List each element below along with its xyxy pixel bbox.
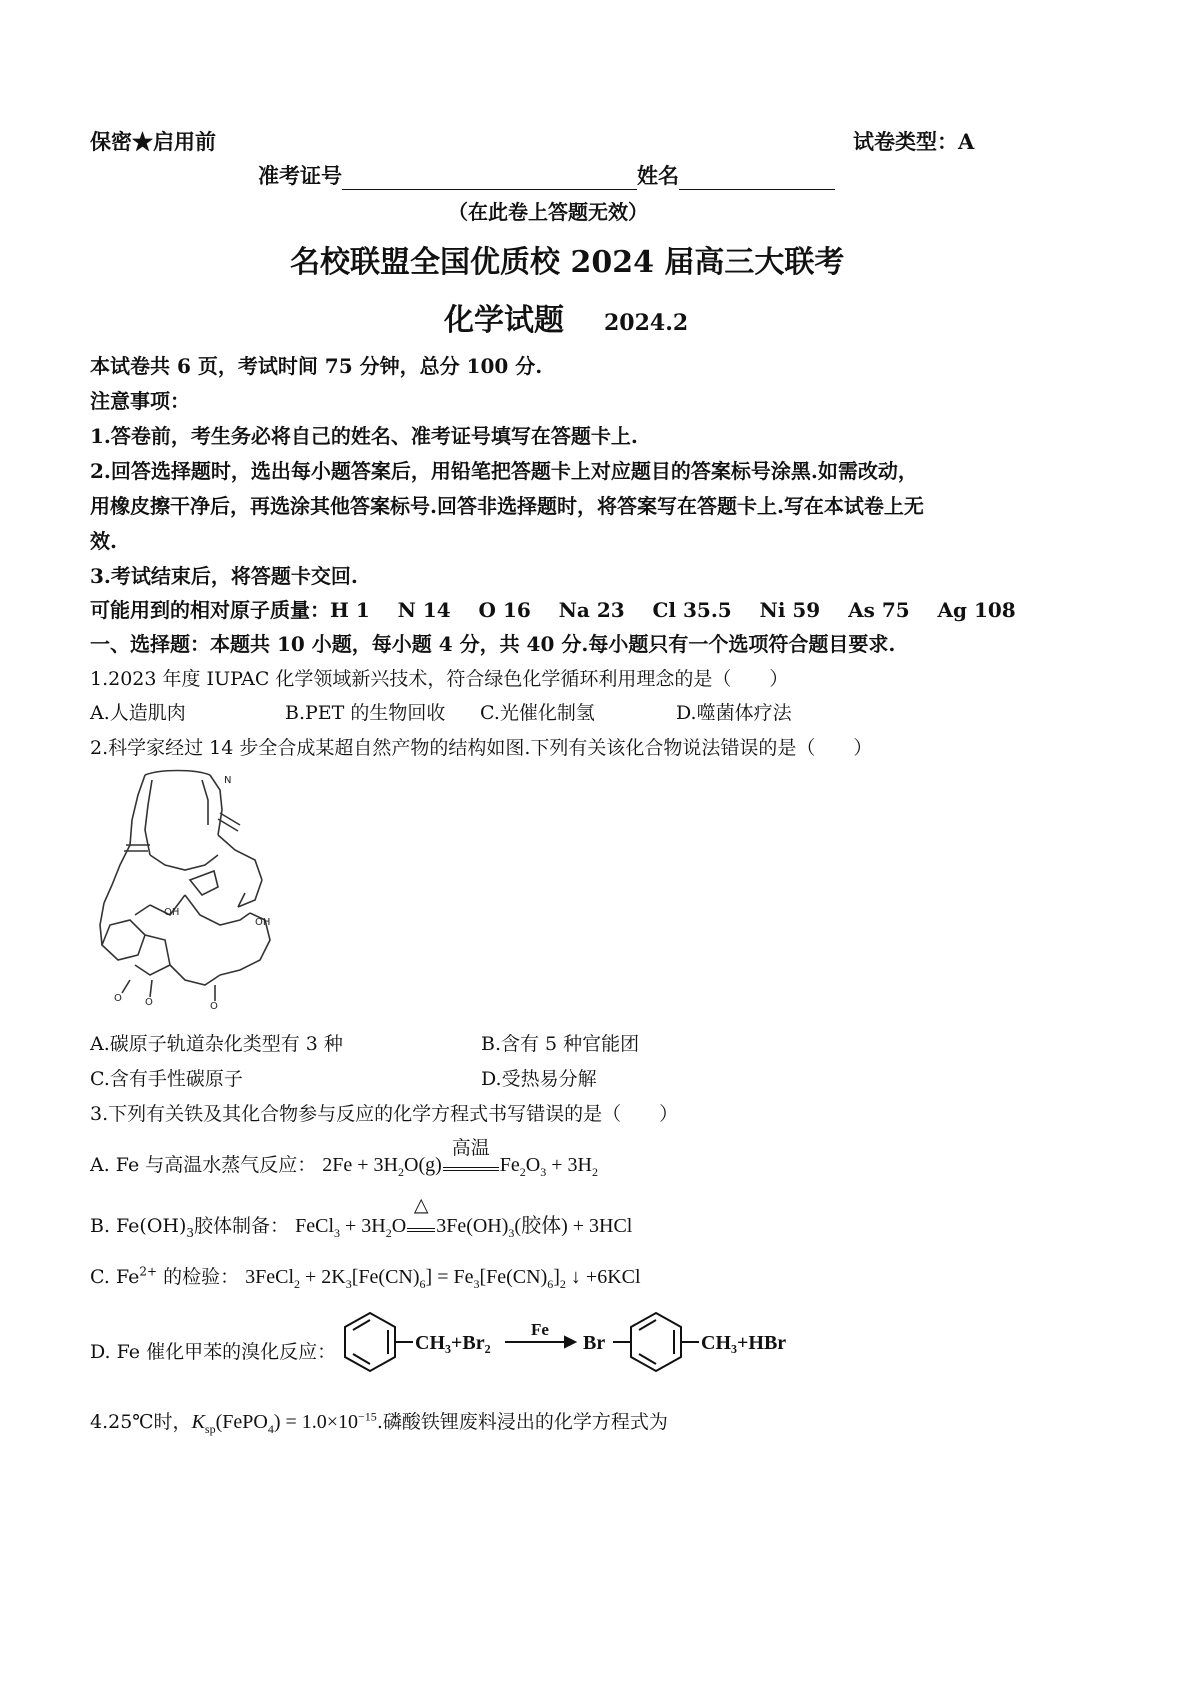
invalid-note: （在此卷上答题无效） — [448, 200, 648, 224]
exam-number-blank[interactable] — [342, 169, 637, 190]
q2-option-c[interactable]: C.含有手性碳原子 — [90, 1068, 243, 1090]
subject-title: 化学试题 — [444, 303, 564, 338]
name-blank[interactable] — [679, 169, 835, 190]
q3-option-b-equation: FeCl$_3$ + $3H_2O$ △ $3Fe(OH)_3$(胶体) + 3HCl — [295, 1195, 633, 1240]
question-1-stem: 1.2023 年度 IUPAC 化学领域新兴技术，符合绿色化学循环利用理念的是（ ） — [90, 668, 789, 690]
q3-option-a-equation: $2Fe + 3H_2O(g)$ 高温 $Fe_2O_3 + 3H_2$ — [322, 1154, 598, 1176]
q3-option-c[interactable] — [90, 1262, 641, 1292]
atom-label-o-1: O — [114, 993, 122, 1004]
atom-label-oh-2: OH — [255, 917, 271, 928]
q1-option-a[interactable]: A.人造肌肉 — [90, 702, 186, 724]
atomic-mass-line: 可能用到的相对原子质量：H 1 N 14 O 16 Na 23 Cl 35.5 Ni 59 As 75 Ag 108 — [90, 598, 1016, 622]
question-4-stem: 4.25℃时，$K_{sp}(FePO_4) = 1.0\times 10^{-15}$.磷酸铁锂废料浸出的化学方程式为 — [90, 1409, 668, 1436]
ksp-expression: $K_{sp}(FePO_4) = 1.0\times 10^{-15}$ — [191, 1409, 377, 1436]
atom-label-o-2: O — [145, 997, 153, 1008]
paper-summary: 本试卷共 6 页，考试时间 75 分钟，总分 100 分. — [90, 354, 543, 378]
atom-label-o-3: O — [210, 1001, 218, 1010]
q3-option-c-label: C. $Fe^{2+}$ 的检验： — [90, 1264, 240, 1288]
question-2-stem: 2.科学家经过 14 步全合成某超自然产物的结构如图.下列有关该化合物说法错误的是（ ） — [90, 737, 873, 759]
q1-option-b[interactable]: B.PET 的生物回收 — [285, 702, 446, 724]
q2-option-a[interactable]: A.碳原子轨道杂化类型有 3 种 — [90, 1033, 343, 1055]
q3-option-a-label: A. Fe 与高温水蒸气反应： — [90, 1154, 317, 1176]
question-3-stem: 3.下列有关铁及其化合物参与反应的化学方程式书写错误的是（ ） — [90, 1103, 679, 1125]
atom-label-n-top: N — [224, 775, 232, 786]
subject-line — [444, 295, 688, 339]
catalyst-fe-label: Fe — [531, 1320, 549, 1339]
condition-high-temp: 高温 — [451, 1138, 490, 1159]
q3-option-c-equation: 3FeCl$_2$ + $2K_3[Fe(CN)_6] = Fe_3[Fe(CN)_6]_2$ ↓ +6KCl — [245, 1266, 641, 1291]
exam-title: 名校联盟全国优质校 2024 届高三大联考 — [290, 245, 845, 280]
toluene-reactant-text: CH₃+Br₂ — [415, 1332, 491, 1354]
q3-option-a[interactable] — [90, 1138, 598, 1180]
notice-heading: 注意事项： — [90, 389, 190, 413]
q1-option-d[interactable]: D.噬菌体疗法 — [676, 702, 792, 724]
bromine-substituent: Br — [583, 1332, 606, 1354]
product-text: CH₃+HBr — [701, 1332, 787, 1354]
notice-item-1: 1.答卷前，考生务必将自己的姓名、准考证号填写在答题卡上. — [90, 424, 638, 448]
molecule-structure-image — [90, 765, 290, 1010]
q2-option-d[interactable]: D.受热易分解 — [481, 1068, 597, 1090]
exam-date: 2024.2 — [604, 310, 689, 336]
notice-item-3: 3.考试结束后，将答题卡交回. — [90, 564, 358, 588]
candidate-info-line — [258, 160, 835, 190]
atom-label-oh-1: OH — [164, 907, 180, 918]
q3-option-d-label[interactable]: D. Fe 催化甲苯的溴化反应： — [90, 1341, 337, 1363]
notice-item-2-line-1: 2.回答选择题时，选出每小题答案后，用铅笔把答题卡上对应题目的答案标号涂黑.如需改动， — [90, 459, 918, 483]
paper-type: 试卷类型：A — [853, 129, 975, 154]
name-label: 姓名 — [637, 163, 679, 188]
q2-option-b[interactable]: B.含有 5 种官能团 — [481, 1033, 640, 1055]
q3-option-b[interactable] — [90, 1195, 633, 1241]
q3-option-b-label: B. $Fe(OH)_3$胶体制备： — [90, 1215, 290, 1240]
confidential-mark: 保密★启用前 — [90, 129, 216, 154]
toluene-bromination-equation — [335, 1305, 815, 1383]
notice-item-2-line-2: 用橡皮擦干净后，再选涂其他答案标号.回答非选择题时，将答案写在答题卡上.写在本试卷上无 — [90, 494, 924, 518]
condition-heat: △ — [413, 1195, 429, 1216]
exam-number-label: 准考证号 — [258, 163, 342, 188]
section-one-heading: 一、选择题：本题共 10 小题，每小题 4 分，共 40 分.每小题只有一个选项符合题目要求. — [90, 632, 896, 656]
q1-option-c[interactable]: C.光催化制氢 — [480, 702, 595, 724]
notice-item-2-line-3: 效. — [90, 529, 117, 553]
